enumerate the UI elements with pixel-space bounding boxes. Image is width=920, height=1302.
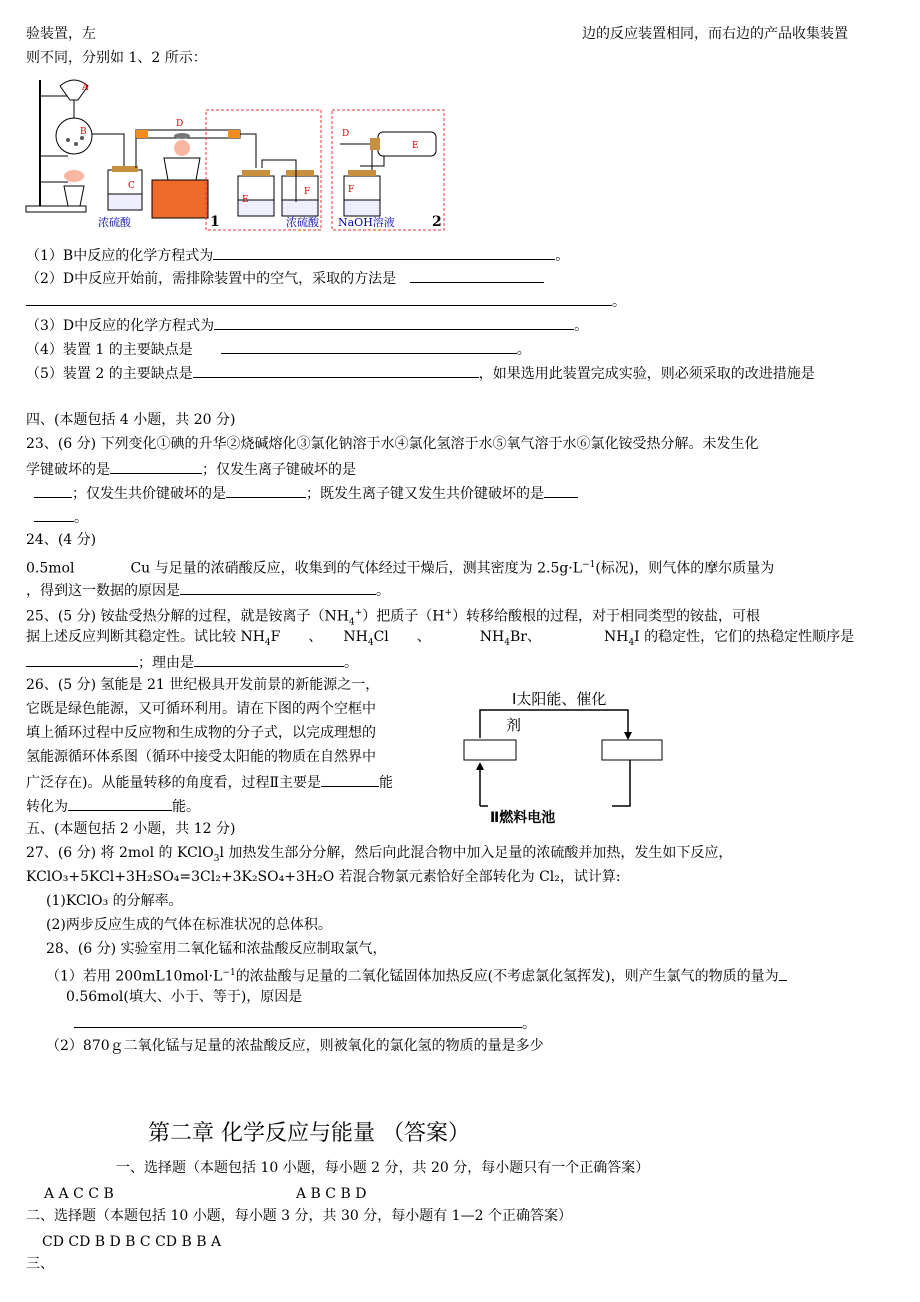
- cycle-top-label: Ⅰ太阳能、催化: [512, 690, 607, 708]
- answer-blank[interactable]: [180, 579, 376, 595]
- q22-part-2: （2）D中反应开始前，需排除装置中的空气，采取的方法是: [26, 267, 544, 289]
- answer-blank[interactable]: [26, 651, 138, 667]
- q24-line-1: 0.5mol Cu 与足量的浓硝酸反应，收集到的气体经过干燥后，测其密度为 $2.5g\cdot L^{-1}$(标况)，则气体的摩尔质量为: [26, 560, 775, 577]
- answer-blank[interactable]: [221, 338, 517, 354]
- q23-line-3: ；仅发生共价键破坏的是 ；既发生离子键又发生共价键破坏的是: [34, 482, 578, 504]
- answer-blank[interactable]: [74, 1012, 522, 1028]
- q28-line-4: 。: [74, 1012, 536, 1034]
- q26-line-2: 它既是绿色能源，又可循环利用。请在下图的两个空框中: [26, 701, 376, 717]
- section-5-heading: 五、(本题包括 2 小题，共 12 分): [26, 821, 236, 837]
- q26-line-6: 转化为 能。: [26, 795, 200, 817]
- answer-blank[interactable]: [194, 651, 344, 667]
- answer-blank[interactable]: [193, 362, 479, 378]
- answer-blank[interactable]: [34, 482, 72, 498]
- label-f-2: F: [348, 185, 355, 195]
- label-d-2: D: [342, 129, 350, 139]
- label-f-1: F: [304, 187, 311, 197]
- cycle-top-label-2: 剂: [506, 716, 522, 734]
- label-c: C: [128, 181, 135, 191]
- label-d: D: [176, 119, 184, 129]
- q24-heading: 24、(4 分): [26, 532, 97, 548]
- answer-blank[interactable]: [544, 482, 578, 498]
- answer-blank[interactable]: [410, 267, 544, 283]
- q27-line-1: 27、(6 分) 将 2mol 的 KClO$_3$l 加热发生部分分解，然后向此混合物中加入足量的浓硫酸并加热，发生如下反应，: [26, 845, 733, 864]
- q23-line-1: 23、(6 分) 下列变化①碘的升华②烧碱熔化③氯化钠溶于水④氯化氢溶于水⑤氧气溶于水⑥氯化铵受热分解。未发生化: [26, 436, 759, 452]
- q24-line-2: ，得到这一数据的原因是 。: [26, 579, 390, 601]
- answer-title: 第二章 化学反应与能量 （答案）: [148, 1121, 470, 1146]
- q27-equation: KClO₃+5KCl+3H₂SO₄=3Cl₂+3K₂SO₄+3H₂O 若混合物氯元素恰好全部转化为 Cl₂，试计算:: [26, 869, 621, 885]
- answer-section-2: 二、选择题（本题包括 10 小题，每小题 3 分，共 30 分，每小题有 1—2 个正确答案）: [26, 1208, 572, 1224]
- q23-line-4: 。: [34, 506, 88, 528]
- intro-line-2: 则不同，分别如 1、2 所示：: [26, 50, 207, 66]
- answer-section-3: 三、: [26, 1256, 54, 1272]
- q22-part-3: （3）D中反应的化学方程式为 。: [26, 314, 588, 336]
- intro-line-1-right: 边的反应装置相同，而右边的产品收集装置: [582, 26, 848, 42]
- figure-number-1: 1: [210, 214, 220, 230]
- answer-blank[interactable]: [214, 314, 574, 330]
- answer-blank[interactable]: [68, 795, 172, 811]
- q28-line-5: （2）870ｇ二氧化锰与足量的浓盐酸反应，则被氧化的氯化氢的物质的量是多少: [46, 1038, 544, 1054]
- apparatus-figure: [24, 76, 454, 234]
- label-conc-h2so4: 浓硫酸: [98, 216, 131, 229]
- label-naoh: NaOH溶液: [338, 216, 395, 229]
- q28-line-1: 28、(6 分) 实验室用二氧化锰和浓盐酸反应制取氯气，: [46, 941, 387, 957]
- cycle-box-left[interactable]: [464, 740, 516, 760]
- q26-line-1: 26、(5 分) 氢能是 21 世纪极具开发前景的新能源之一，: [26, 677, 380, 693]
- label-a: A: [82, 83, 89, 93]
- answer-blank[interactable]: [213, 244, 555, 260]
- answer-row-2: CD CD B D B C CD B B A: [42, 1234, 222, 1250]
- label-b: B: [80, 127, 87, 137]
- q22-part-2-cont: 。: [26, 290, 626, 312]
- q23-line-2: 学键破坏的是 ；仅发生离子键破坏的是: [26, 458, 356, 480]
- answer-blank[interactable]: [321, 771, 379, 787]
- q25-line-2: 据上述反应判断其稳定性。试比较 $NH_4F$ 、 $NH_4Cl$ 、 $NH_4Br$、 $NH_4I$ 的稳定性，它们的热稳定性顺序是: [26, 629, 855, 648]
- answer-blank[interactable]: [110, 458, 202, 474]
- answer-blank[interactable]: [34, 506, 74, 522]
- answer-blank[interactable]: [779, 965, 787, 981]
- cycle-box-right[interactable]: [602, 740, 662, 760]
- q22-part-4: （4）装置 1 的主要缺点是 。: [26, 338, 531, 360]
- answer-blank[interactable]: [226, 482, 306, 498]
- answer-blank[interactable]: [26, 290, 612, 306]
- q27-sub-2: (2)两步反应生成的气体在标准状况的总体积。: [46, 917, 332, 933]
- intro-line-1-left: 验装置，左: [26, 26, 96, 42]
- answer-row-1b: A B C B D: [296, 1186, 367, 1202]
- q26-line-3: 填上循环过程中反应物和生成物的分子式，以完成理想的: [26, 725, 376, 741]
- q27-sub-1: (1)KClO₃ 的分解率。: [46, 893, 183, 909]
- q26-line-4: 氢能源循环体系图（循环中接受太阳能的物质在自然界中: [26, 749, 376, 765]
- q25-line-1: 25、(5 分) 铵盐受热分解的过程，就是铵离子$(NH_4^+)$把质子（H+）转移给酸根的过程，对于相同类型的铵盐，可根: [26, 608, 761, 628]
- label-e-1: E: [242, 195, 249, 205]
- label-conc-h2so4-2: 浓硫酸: [286, 216, 319, 229]
- answer-section-1: 一、选择题（本题包括 10 小题，每小题 2 分，共 20 分，每小题只有一个正确答案）: [116, 1160, 650, 1176]
- q22-part-1: （1）B中反应的化学方程式为 。: [26, 244, 569, 266]
- q22-part-5: （5）装置 2 的主要缺点是 ，如果选用此装置完成实验，则必须采取的改进措施是: [26, 362, 815, 384]
- section-4-heading: 四、(本题包括 4 小题，共 20 分): [26, 412, 236, 428]
- q26-line-5: 广泛存在)。从能量转移的角度看，过程Ⅱ主要是 能: [26, 771, 393, 793]
- q28-line-3: 0.56mol(填大、小于、等于)，原因是: [66, 989, 303, 1005]
- answer-row-1a: A A C C B: [44, 1186, 114, 1202]
- cycle-bottom-label: Ⅱ燃料电池: [490, 810, 556, 826]
- label-e-2: E: [412, 141, 419, 151]
- q25-line-3: ；理由是 。: [26, 651, 358, 673]
- q28-line-2: （1）若用 $200mL10mol\cdot L^{-1}$的浓盐酸与足量的二氧化锰固体加热反应(不考虑氯化氢挥发)，则产生氯气的物质的量为: [46, 963, 787, 987]
- figure-number-2: 2: [432, 214, 442, 230]
- hydrogen-cycle-diagram: [462, 688, 672, 828]
